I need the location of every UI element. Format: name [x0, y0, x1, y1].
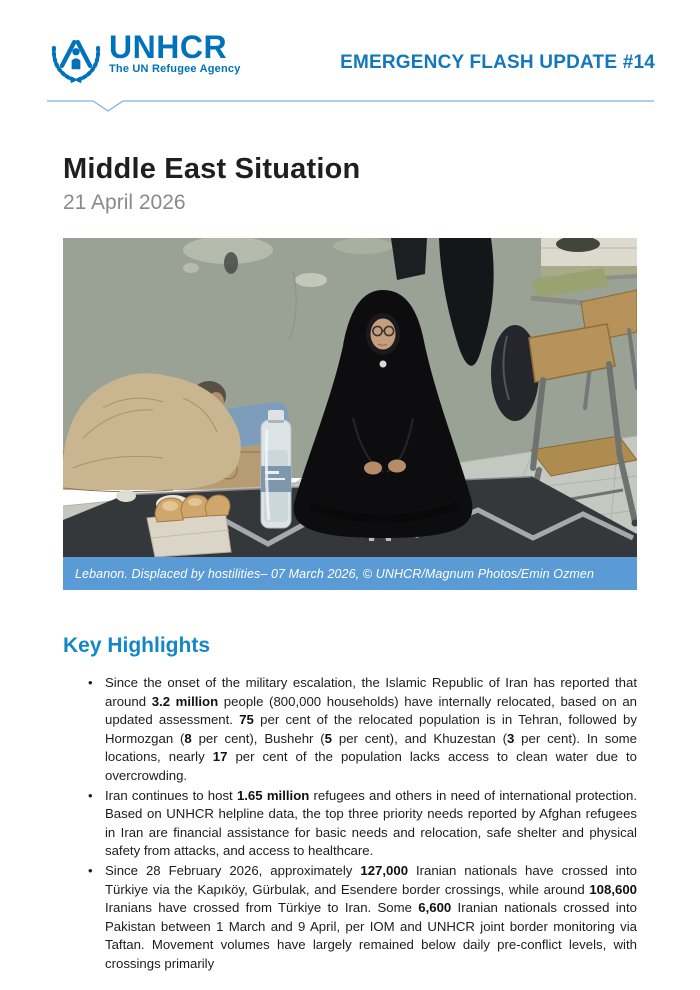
- title-block: [63, 153, 637, 215]
- bullet-item: [88, 862, 637, 974]
- key-highlights-heading: Key Highlights: [63, 634, 211, 657]
- divider-chevron: [47, 99, 655, 113]
- page-title: Middle East Situation: [63, 153, 361, 185]
- highlights-list: [88, 674, 637, 974]
- photo-image: [63, 238, 637, 557]
- banner-title: EMERGENCY FLASH UPDATE #14: [340, 52, 655, 73]
- bullet-marker: •: [88, 862, 93, 878]
- bullet-item: [88, 787, 637, 861]
- bullet-marker: •: [88, 787, 93, 803]
- bullet-item: [88, 674, 637, 786]
- page-date: 21 April 2026: [63, 191, 186, 214]
- bullet-text: Since the onset of the military escalation, the Islamic Republic of Iran has reported that around 3.2 million people (800,000 households) have internally relocated, based on an updated assessment. 75 per cent of the relocated population is in Tehran, followed by Hormozgan (8 per cent), Bushehr (5 per cent), and Khuzestan (3 per cent). In some locations, nearly 17 per cent of the population lacks access to clean water due to overcrowding.: [105, 675, 637, 783]
- bullet-text: Iran continues to host 1.65 million refugees and others in need of international protection. Based on UNHCR helpline data, the top three priority needs reported by Afghan refugees in Iran are financial assistance for basic needs and relocation, safe shelter and physical safety from attacks, and access to healthcare.: [105, 787, 637, 859]
- unhcr-emblem-icon: [48, 28, 104, 86]
- water-bottle: [261, 410, 291, 528]
- logo-tagline: The UN Refugee Agency: [109, 63, 241, 76]
- bullet-text: Since 28 February 2026, approximately 127,000 Iranian nationals have crossed into Türkiye via the Kapıköy, Gürbulak, and Esendere border crossings, while around 108,600 Iranians have crossed from Türkiye to Iran. Some 6,600 Iranian nationals crossed into Pakistan between 1 March and 9 April, per IOM and UNHCR joint border monitoring via Taftan. Movement volumes have largely remained below daily pre-conflict levels, with crossings primarily: [105, 862, 638, 971]
- photo-caption: Lebanon. Displaced by hostilities– 07 March 2026, © UNHCR/Magnum Photos/Emin Ozmen: [63, 557, 637, 590]
- logo-wordmark: UNHCR: [109, 29, 228, 65]
- logo-text: [109, 29, 241, 76]
- unhcr-logo: [48, 28, 241, 86]
- bullet-marker: •: [88, 675, 93, 690]
- key-highlights-section: [63, 634, 637, 974]
- header: [0, 0, 700, 90]
- photo-figure: [63, 238, 637, 590]
- hanging-cloth: [391, 238, 427, 280]
